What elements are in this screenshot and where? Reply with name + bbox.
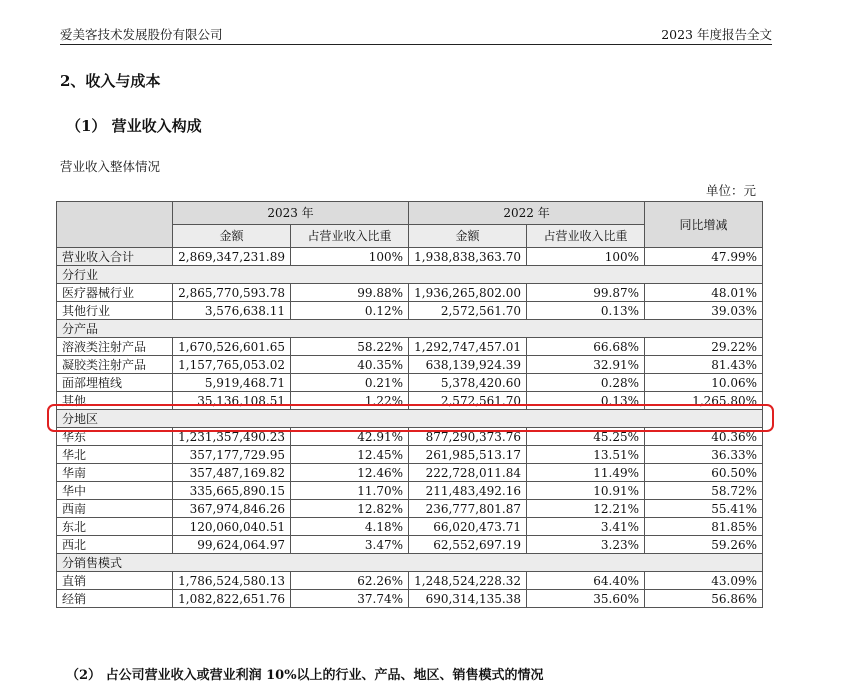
cell-ratio-2023: 100% <box>291 248 409 266</box>
cell-ratio-2023: 3.47% <box>291 536 409 554</box>
cell-ratio-2023: 40.35% <box>291 356 409 374</box>
cell-growth: 40.36% <box>645 428 763 446</box>
cell-ratio-2022: 35.60% <box>527 590 645 608</box>
row-label: 经销 <box>57 590 173 608</box>
cell-ratio-2023: 37.74% <box>291 590 409 608</box>
cell-growth: 10.06% <box>645 374 763 392</box>
cell-amount-2023: 357,177,729.95 <box>173 446 291 464</box>
cell-growth: 56.86% <box>645 590 763 608</box>
section-row <box>57 320 763 338</box>
section-title-cell: 分销售模式 <box>57 554 763 572</box>
header-amount-2022: 金额 <box>409 225 527 248</box>
cell-ratio-2022: 66.68% <box>527 338 645 356</box>
cell-ratio-2023: 12.46% <box>291 464 409 482</box>
cell-amount-2022: 1,248,524,228.32 <box>409 572 527 590</box>
header-growth: 同比增减 <box>645 202 763 248</box>
cell-ratio-2023: 62.26% <box>291 572 409 590</box>
cell-amount-2023: 1,670,526,601.65 <box>173 338 291 356</box>
row-label: 华南 <box>57 464 173 482</box>
subsection-title: （1） 营业收入构成 <box>66 117 202 135</box>
row-label: 溶液类注射产品 <box>57 338 173 356</box>
cell-growth: 39.03% <box>645 302 763 320</box>
table-row <box>57 500 763 518</box>
section-row <box>57 554 763 572</box>
cell-amount-2022: 877,290,373.76 <box>409 428 527 446</box>
cell-ratio-2022: 11.49% <box>527 464 645 482</box>
cell-amount-2023: 1,231,357,490.23 <box>173 428 291 446</box>
cell-amount-2023: 120,060,040.51 <box>173 518 291 536</box>
cell-amount-2023: 99,624,064.97 <box>173 536 291 554</box>
cell-ratio-2022: 0.28% <box>527 374 645 392</box>
row-label: 华中 <box>57 482 173 500</box>
cell-amount-2022: 211,483,492.16 <box>409 482 527 500</box>
table-row <box>57 392 763 410</box>
revenue-table <box>56 201 763 608</box>
row-label: 医疗器械行业 <box>57 284 173 302</box>
cell-amount-2022: 5,378,420.60 <box>409 374 527 392</box>
section-title: 2、收入与成本 <box>60 72 161 90</box>
cell-ratio-2022: 99.87% <box>527 284 645 302</box>
table-row <box>57 428 763 446</box>
table-row <box>57 590 763 608</box>
cell-amount-2023: 2,865,770,593.78 <box>173 284 291 302</box>
revenue-table-body <box>57 248 763 608</box>
cell-ratio-2022: 64.40% <box>527 572 645 590</box>
section-row <box>57 266 763 284</box>
cell-amount-2022: 690,314,135.38 <box>409 590 527 608</box>
cell-growth: 81.85% <box>645 518 763 536</box>
table-row <box>57 374 763 392</box>
cell-ratio-2023: 4.18% <box>291 518 409 536</box>
section-title-cell: 分行业 <box>57 266 763 284</box>
cell-amount-2022: 236,777,801.87 <box>409 500 527 518</box>
cell-growth: 81.43% <box>645 356 763 374</box>
cell-growth: 60.50% <box>645 464 763 482</box>
row-label: 其他行业 <box>57 302 173 320</box>
cell-growth: 59.26% <box>645 536 763 554</box>
row-label: 西北 <box>57 536 173 554</box>
row-label: 营业收入合计 <box>57 248 173 266</box>
cell-amount-2022: 261,985,513.17 <box>409 446 527 464</box>
cell-ratio-2022: 100% <box>527 248 645 266</box>
cell-ratio-2022: 3.23% <box>527 536 645 554</box>
cell-amount-2022: 638,139,924.39 <box>409 356 527 374</box>
cell-growth: 36.33% <box>645 446 763 464</box>
cell-ratio-2022: 13.51% <box>527 446 645 464</box>
section-title-cell: 分地区 <box>57 410 763 428</box>
table-caption: 营业收入整体情况 <box>60 159 161 174</box>
header-blank-cell <box>57 202 173 248</box>
header-year-2022: 2022 年 <box>409 202 645 225</box>
cell-growth: 48.01% <box>645 284 763 302</box>
row-label: 凝胶类注射产品 <box>57 356 173 374</box>
row-label: 面部埋植线 <box>57 374 173 392</box>
cell-ratio-2023: 99.88% <box>291 284 409 302</box>
cell-amount-2023: 1,786,524,580.13 <box>173 572 291 590</box>
cell-ratio-2023: 12.45% <box>291 446 409 464</box>
table-row <box>57 284 763 302</box>
header-year-2023: 2023 年 <box>173 202 409 225</box>
cell-ratio-2023: 0.12% <box>291 302 409 320</box>
cell-amount-2023: 3,576,638.11 <box>173 302 291 320</box>
table-row <box>57 518 763 536</box>
header-ratio-2023: 占营业收入比重 <box>291 225 409 248</box>
table-row <box>57 356 763 374</box>
cell-ratio-2022: 45.25% <box>527 428 645 446</box>
cell-amount-2022: 66,020,473.71 <box>409 518 527 536</box>
cell-amount-2023: 357,487,169.82 <box>173 464 291 482</box>
cell-ratio-2022: 32.91% <box>527 356 645 374</box>
header-ratio-2022: 占营业收入比重 <box>527 225 645 248</box>
table-row <box>57 482 763 500</box>
cell-ratio-2022: 10.91% <box>527 482 645 500</box>
report-title: 2023 年度报告全文 <box>661 27 772 42</box>
cell-growth: 47.99% <box>645 248 763 266</box>
table-row <box>57 572 763 590</box>
cell-ratio-2023: 12.82% <box>291 500 409 518</box>
cell-amount-2023: 1,082,822,651.76 <box>173 590 291 608</box>
cell-amount-2023: 5,919,468.71 <box>173 374 291 392</box>
table-row <box>57 464 763 482</box>
cell-growth: 43.09% <box>645 572 763 590</box>
cell-ratio-2023: 58.22% <box>291 338 409 356</box>
row-label: 西南 <box>57 500 173 518</box>
cell-amount-2023: 335,665,890.15 <box>173 482 291 500</box>
company-name: 爱美客技术发展股份有限公司 <box>60 27 223 42</box>
cell-amount-2023: 2,869,347,231.89 <box>173 248 291 266</box>
cell-amount-2022: 222,728,011.84 <box>409 464 527 482</box>
cell-ratio-2022: 0.13% <box>527 392 645 410</box>
cell-amount-2022: 2,572,561.70 <box>409 392 527 410</box>
row-label: 其他 <box>57 392 173 410</box>
cell-amount-2023: 35,136,108.51 <box>173 392 291 410</box>
cell-ratio-2023: 0.21% <box>291 374 409 392</box>
cell-amount-2022: 62,552,697.19 <box>409 536 527 554</box>
cell-ratio-2022: 12.21% <box>527 500 645 518</box>
cell-amount-2022: 1,938,838,363.70 <box>409 248 527 266</box>
row-label: 东北 <box>57 518 173 536</box>
cell-ratio-2023: 42.91% <box>291 428 409 446</box>
cell-amount-2022: 1,936,265,802.00 <box>409 284 527 302</box>
cell-growth: 58.72% <box>645 482 763 500</box>
row-label: 华北 <box>57 446 173 464</box>
total-row <box>57 248 763 266</box>
cell-ratio-2022: 3.41% <box>527 518 645 536</box>
table-row <box>57 536 763 554</box>
cell-growth: 55.41% <box>645 500 763 518</box>
page-header <box>60 24 772 45</box>
cell-amount-2022: 2,572,561.70 <box>409 302 527 320</box>
table-row <box>57 338 763 356</box>
header-amount-2023: 金额 <box>173 225 291 248</box>
section-title-cell: 分产品 <box>57 320 763 338</box>
cell-growth: 29.22% <box>645 338 763 356</box>
cell-growth: 1,265.80% <box>645 392 763 410</box>
row-label: 直销 <box>57 572 173 590</box>
table-row <box>57 302 763 320</box>
table-row <box>57 446 763 464</box>
section-row <box>57 410 763 428</box>
footer-heading: （2） 占公司营业收入或营业利润 10%以上的行业、产品、地区、销售模式的情况 <box>66 668 544 683</box>
unit-label: 单位：元 <box>705 183 756 198</box>
cell-amount-2023: 1,157,765,053.02 <box>173 356 291 374</box>
row-label: 华东 <box>57 428 173 446</box>
cell-ratio-2022: 0.13% <box>527 302 645 320</box>
cell-amount-2023: 367,974,846.26 <box>173 500 291 518</box>
cell-amount-2022: 1,292,747,457.01 <box>409 338 527 356</box>
cell-ratio-2023: 11.70% <box>291 482 409 500</box>
cell-ratio-2023: 1.22% <box>291 392 409 410</box>
